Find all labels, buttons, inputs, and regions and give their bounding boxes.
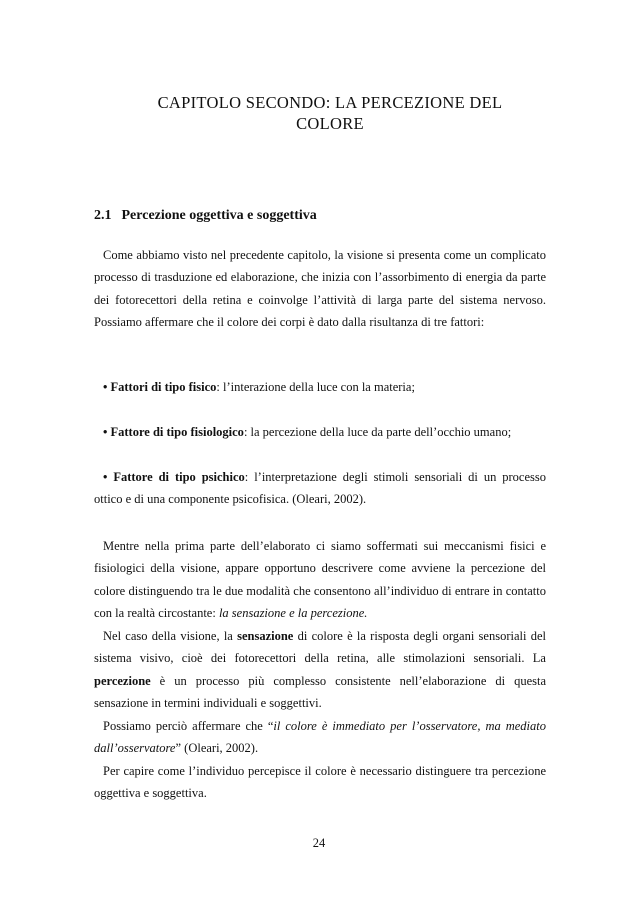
paragraph-6-text-b: di colore è la risposta degli organi sensoriali del sistema visivo, cioè dei fotorecettori della retina, alle stimolazioni sensoriali. La — [94, 629, 546, 666]
term-percezione: percezione — [94, 673, 151, 688]
factor-label-physiological: • Fattore di tipo fisiologico — [103, 425, 244, 439]
paragraph-7-text-b: ” (Oleari, 2002). — [175, 741, 259, 756]
factor-item-psychic — [94, 466, 546, 511]
factor-label-psychic: • Fattore di tipo psichico — [103, 470, 245, 484]
section-heading — [94, 208, 317, 224]
paragraph-quote — [94, 715, 546, 760]
chapter-title-line1: CAPITOLO SECONDO: LA PERCEZIONE DEL — [157, 93, 503, 112]
term-sensazione: sensazione — [237, 629, 294, 643]
paragraph-7-quote: il colore è immediato per l’osservatore, ma mediato dall’osservatore — [94, 719, 546, 756]
paragraph-vision-case — [94, 625, 546, 715]
factor-label-physical: • Fattori di tipo fisico — [103, 380, 217, 394]
factor-text-physical: : l’interazione della luce con la materia; — [216, 380, 415, 394]
paragraph-6-text-c: è un processo più complesso consistente nell’elaborazione di questa sensazione in termini individuali e soggettivi. — [94, 673, 546, 711]
section-title: Percezione oggettiva e soggettiva — [121, 208, 317, 223]
paragraph-intro — [94, 244, 546, 334]
paragraph-7-text-a: Possiamo perciò affermare che “ — [103, 719, 274, 733]
factor-item-physical — [94, 376, 546, 398]
factor-text-psychic: : l’interpretazione degli stimoli sensoriali di un processo ottico e di una componente psicofisica. (Oleari, 2002). — [94, 470, 546, 507]
chapter-title — [100, 92, 560, 134]
chapter-title-line2: COLORE — [296, 114, 364, 133]
section-number: 2.1 — [94, 208, 112, 223]
page-number: 24 — [312, 836, 326, 850]
paragraph-conclusion — [94, 760, 546, 805]
paragraph-5-text: Mentre nella prima parte dell’elaborato ci siamo soffermati sui meccanismi fisici e fisiologici della visione, appare opportuno descrivere come avviene la percezione del colore distinguendo tra le due modalità che consentono all’individuo di entrare in contatto con la realtà circostante: — [94, 539, 546, 621]
paragraph-sensation-perception — [94, 535, 546, 625]
factor-item-physiological — [94, 421, 546, 443]
paragraph-5-italic: la sensazione e la percezione. — [218, 606, 368, 621]
paragraph-intro-text: Come abbiamo visto nel precedente capitolo, la visione si presenta come un complicato processo di trasduzione ed elaborazione, che inizia con l’assorbimento di energia da parte dei fotorecettori della retina e coinvolge l’attività di larga parte del sistema nervoso. Possiamo affermare che il colore dei corpi è dato dalla risultanza di tre fattori: — [94, 248, 546, 330]
paragraph-8-text: Per capire come l’individuo percepisce il colore è necessario distinguere tra percezione oggettiva e soggettiva. — [94, 764, 546, 801]
paragraph-6-text-a: Nel caso della visione, la — [103, 629, 238, 643]
factor-text-physiological: : la percezione della luce da parte dell’occhio umano; — [243, 425, 512, 439]
